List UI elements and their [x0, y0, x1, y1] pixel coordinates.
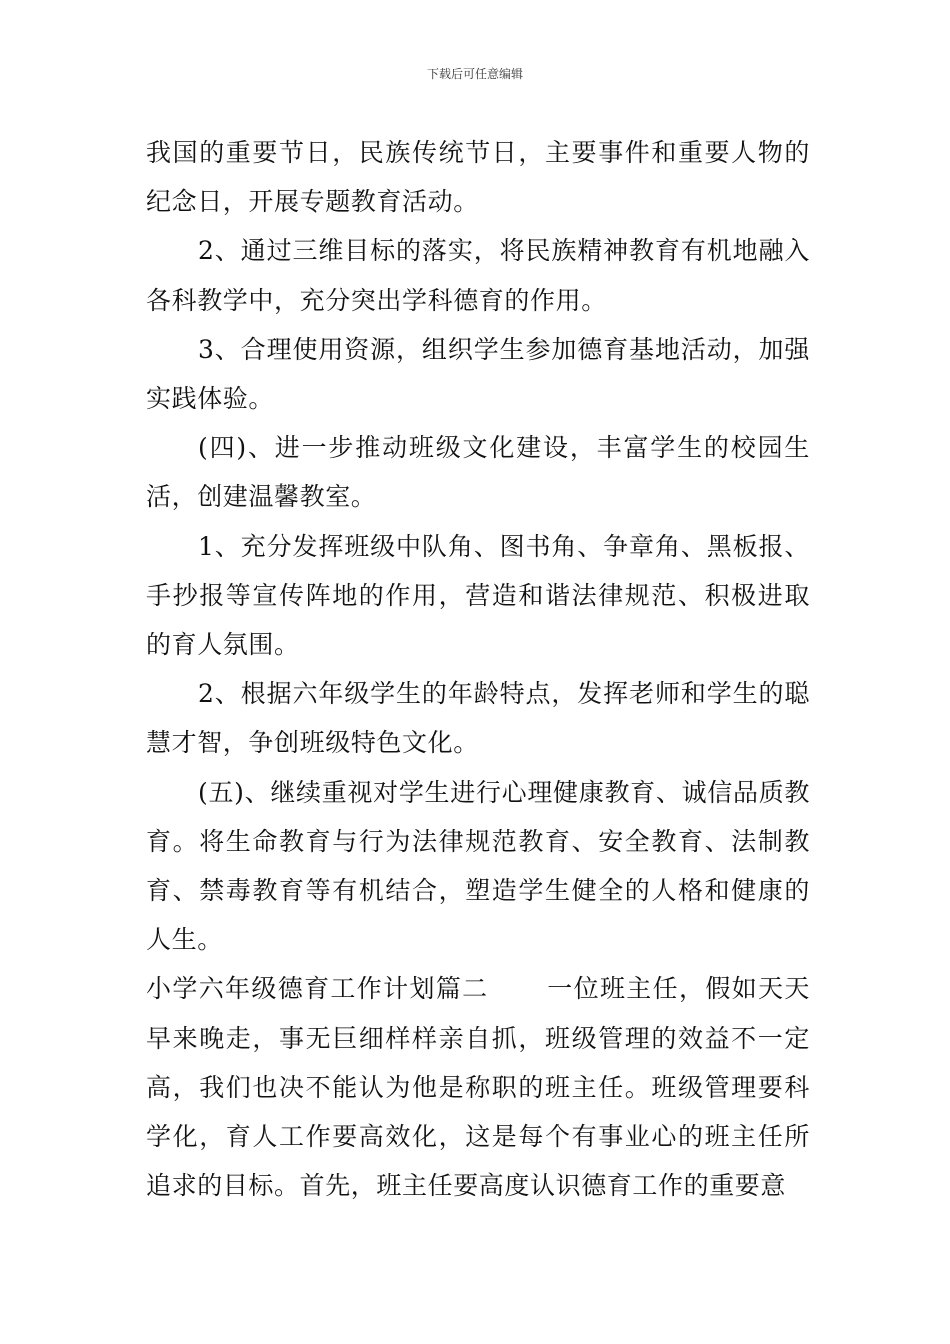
- section-heading-five: (五)、继续重视对学生进行心理健康教育、诚信品质教育。将生命教育与行为法律规范教育、安全教育、法制教育、禁毒教育等有机结合，塑造学生健全的人格和健康的人生。: [146, 777, 810, 955]
- paragraph-continuation: 我国的重要节日，民族传统节日，主要事件和重要人物的纪念日，开展专题教育活动。: [146, 138, 810, 217]
- document-body: [146, 128, 810, 1210]
- paragraph-item-3: 3、合理使用资源，组织学生参加德育基地活动，加强实践体验。: [146, 334, 810, 414]
- paragraph-item-2b: 2、根据六年级学生的年龄特点，发挥老师和学生的聪慧才智，争创班级特色文化。: [146, 679, 810, 758]
- page-header-note: 下载后可任意编辑: [426, 67, 523, 81]
- section-two-text: 一位班主任，假如天天早来晚走，事无巨细样样亲自抓，班级管理的效益不一定高，我们也决不能认为他是称职的班主任。班级管理要科学化，育人工作要高效化，这是每个有事业心的班主任所追求的目标。首先，班主任要高度认识德育工作的重要意: [146, 974, 810, 1201]
- section-two-title: 小学六年级德育工作计划篇二: [146, 974, 489, 1004]
- section-two-paragraph: [146, 964, 810, 1210]
- section-heading-four: (四)、进一步推动班级文化建设，丰富学生的校园生活，创建温馨教室。: [146, 433, 810, 512]
- paragraph-item-1: 1、充分发挥班级中队角、图书角、争章角、黑板报、手抄报等宣传阵地的作用，营造和谐法律规范、积极进取的育人氛围。: [146, 531, 810, 660]
- paragraph-item-2: 2、通过三维目标的落实，将民族精神教育有机地融入各科教学中，充分突出学科德育的作用。: [146, 236, 810, 315]
